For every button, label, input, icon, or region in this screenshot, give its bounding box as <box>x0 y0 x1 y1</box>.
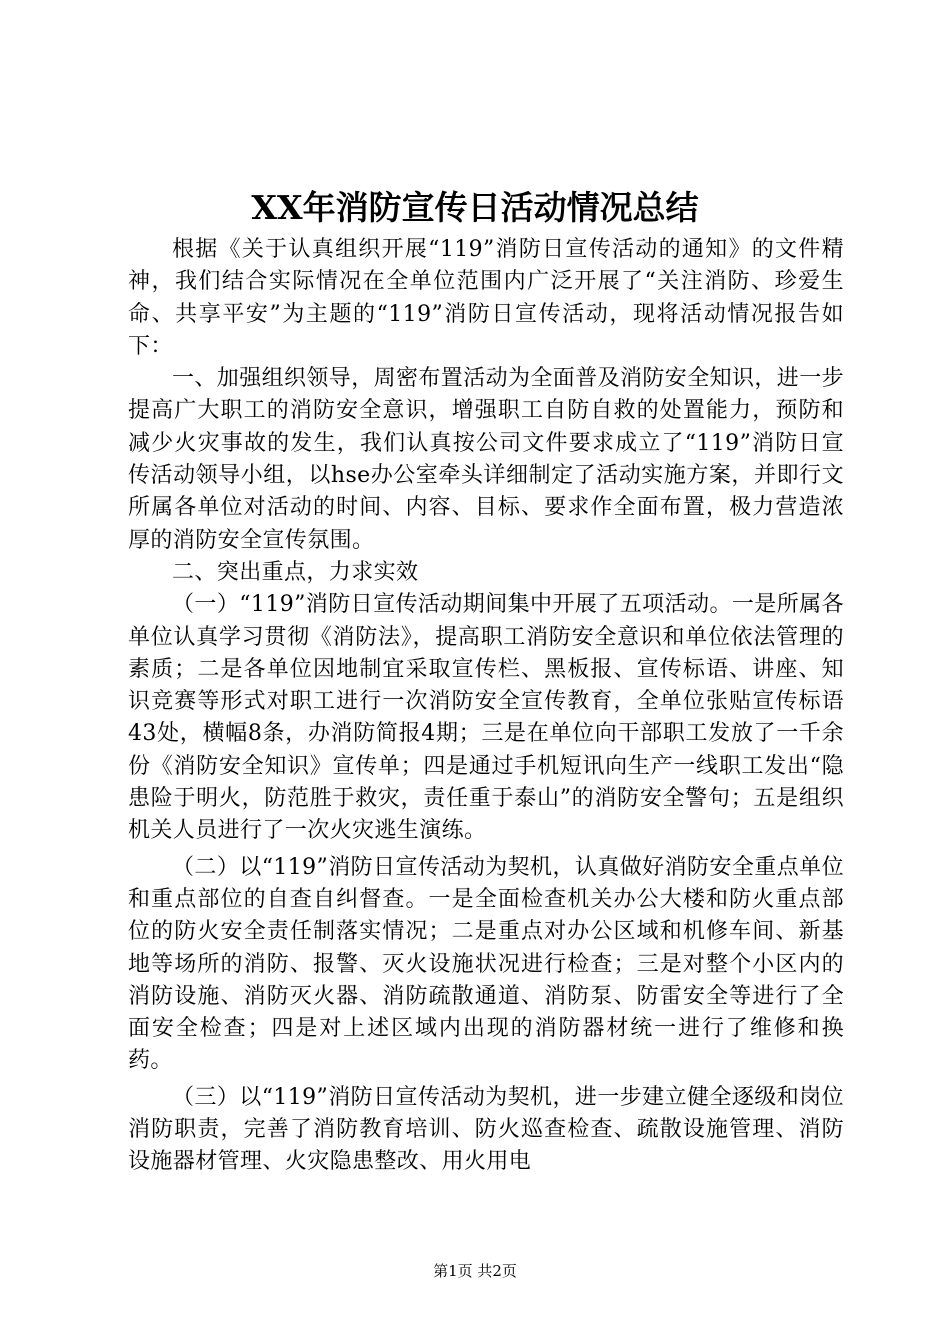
paragraph-section-1: 一、加强组织领导，周密布置活动为全面普及消防安全知识，进一步提高广大职工的消防安全意识，增强职工自防自救的处置能力，预防和减少火灾事故的发生，我们认真按公司文件要求成立了“119”消防日宣传活动领导小组，以hse办公室牵头详细制定了活动实施方案，并即行文所属各单位对活动的时间、内容、目标、要求作全面布置，极力营造浓厚的消防安全宣传氛围。 <box>128 366 845 553</box>
paragraph-section-2-heading: 二、突出重点，力求实效 <box>172 559 419 585</box>
page-footer: 第1页 共2页 <box>433 1262 517 1280</box>
document-body <box>128 234 844 1179</box>
paragraph-item-2: （二）以“119”消防日宣传活动为契机，认真做好消防安全重点单位和重点部位的自查自纠督查。一是全面检查机关办公大楼和防火重点部位的防火安全责任制落实情况；二是重点对办公区域和机修车间、新基地等场所的消防、报警、灭火设施状况进行检查；三是对整个小区内的消防设施、消防灭火器、消防疏散通道、消防泵、防雷安全等进行了全面安全检查；四是对上述区域内出现的消防器材统一进行了维修和换药。 <box>128 854 844 1074</box>
page-title: XX年消防宣传日活动情况总结 <box>251 188 699 227</box>
paragraph-item-1: （一）“119”消防日宣传活动期间集中开展了五项活动。一是所属各单位认真学习贯彻《消防法》，提高职工消防安全意识和单位依法管理的素质；二是各单位因地制宜采取宣传栏、黑板报、宣传标语、讲座、知识竞赛等形式对职工进行一次消防安全宣传教育，全单位张贴宣传标语43处，横幅8条，办消防简报4期；三是在单位向干部职工发放了一千余份《消防安全知识》宣传单；四是通过手机短讯向生产一线职工发出“隐患险于明火，防范胜于救灾，责任重于泰山”的消防安全警句；五是组织机关人员进行了一次火灾逃生演练。 <box>128 592 844 844</box>
paragraph-item-3: （三）以“119”消防日宣传活动为契机，进一步建立健全逐级和岗位消防职责，完善了消防教育培训、防火巡查检查、疏散设施管理、消防设施器材管理、火灾隐患整改、用火用电 <box>128 1084 844 1175</box>
paragraph-intro: 根据《关于认真组织开展“119”消防日宣传活动的通知》的文件精神，我们结合实际情况在全单位范围内广泛开展了“关注消防、珍爱生命、共享平安”为主题的“119”消防日宣传活动，现将活动情况报告如下： <box>128 237 844 359</box>
